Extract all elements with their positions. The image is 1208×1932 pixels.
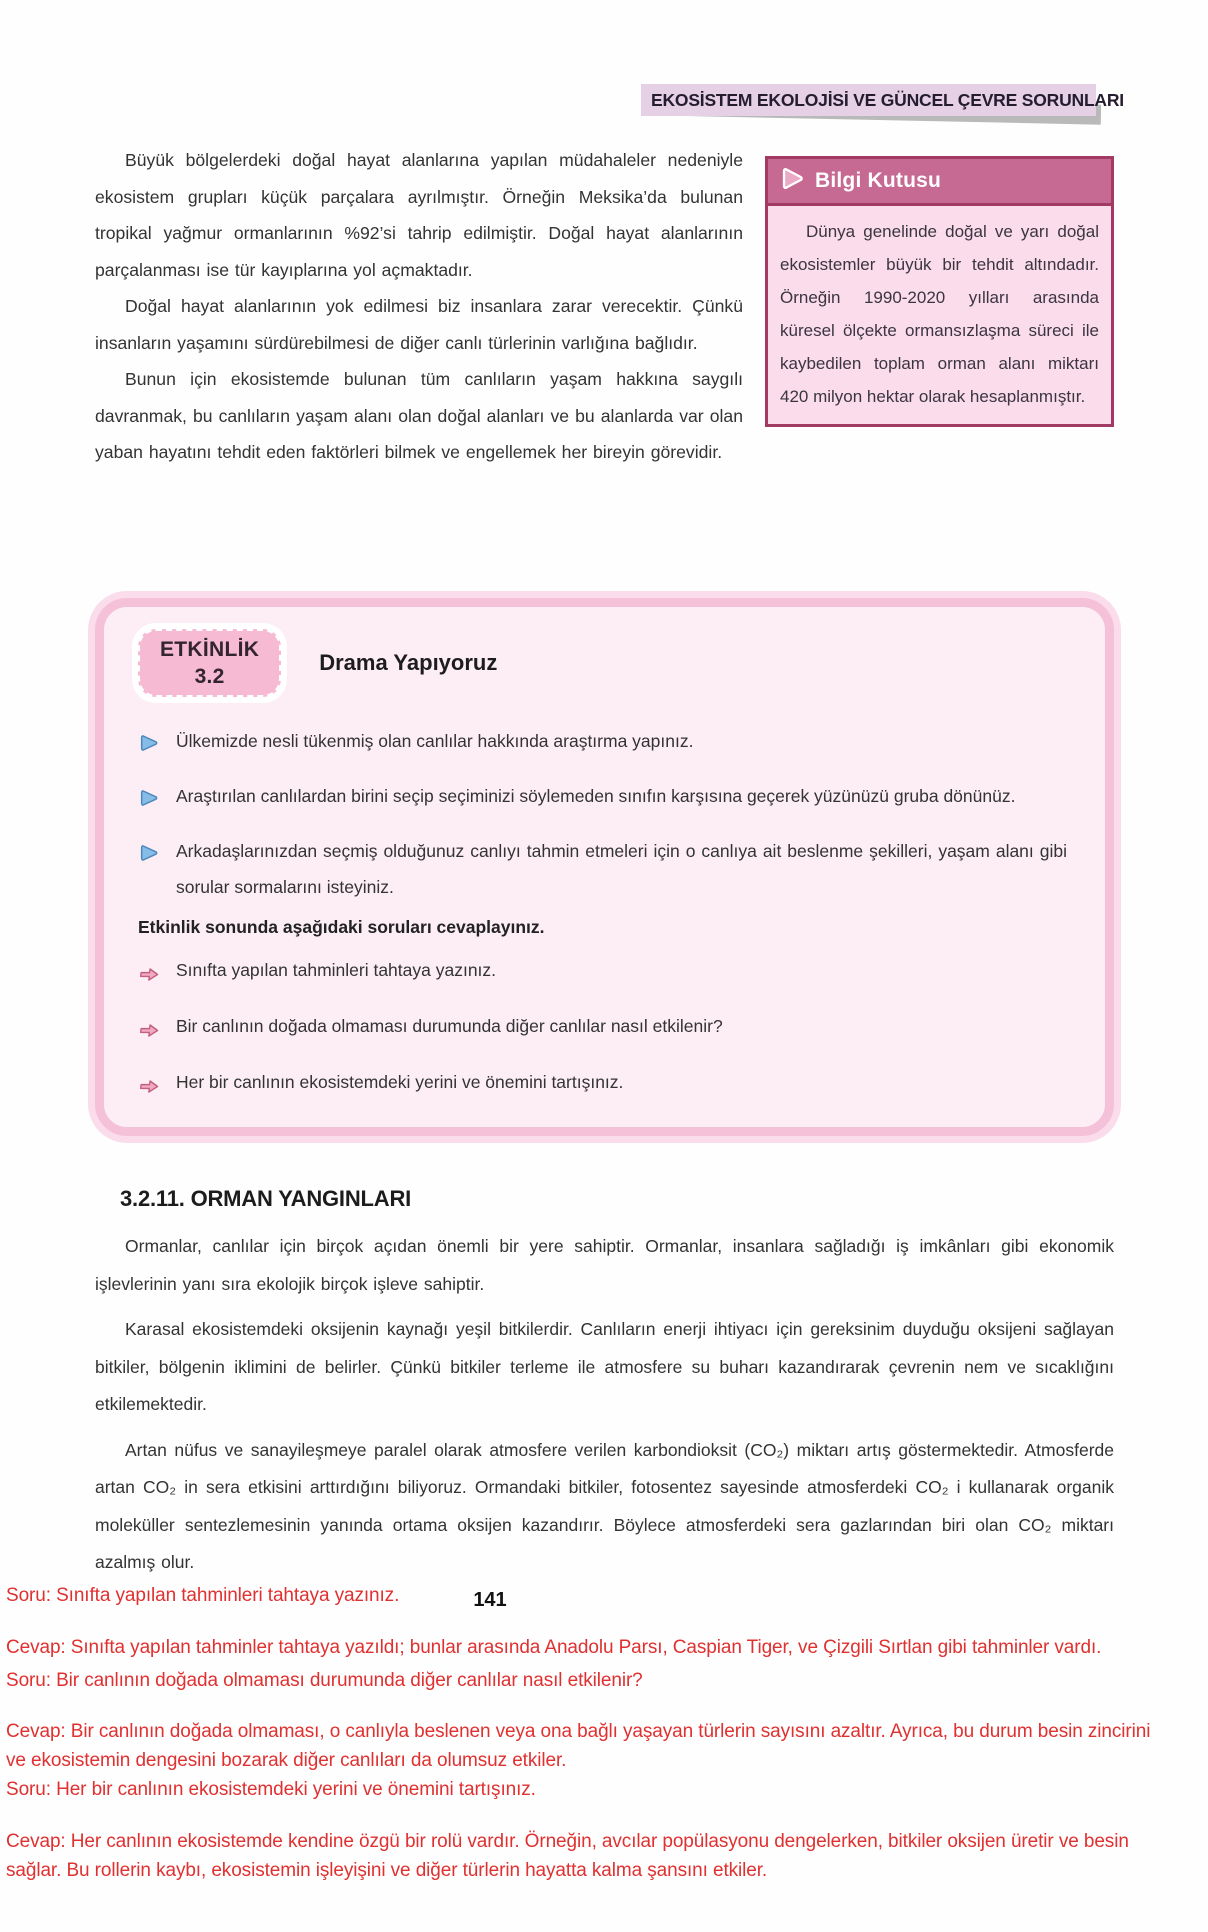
play-icon [780,166,805,196]
intro-paragraph-1: Büyük bölgelerdeki doğal hayat alanlarına yapılan müdahaleler nedeniyle ekosistem grupları küçük parçalara ayrılmıştır. Örneğin Meksika’da bulunan tropikal yağmur ormanlarının %92’si tahrip edilmiştir. Doğal hayat alanlarının parçalanması ise tür kayıplarına yol açmaktadır. [95,150,743,280]
section-paragraph-2: Karasal ekosistemdeki oksijenin kaynağı yeşil bitkilerdir. Canlıların enerji ihtiyacı için gereksinim duyduğu oksijeni sağlayan bitkiler, bölgenin iklimini de belirler. Çünkü bitkiler terleme ile atmosfere su buharı kazandırarak çevrenin nem ve sıcaklığını etkilemektedir. [95,1319,1114,1414]
arrow-right-icon [138,960,162,996]
info-box-header [765,156,1114,206]
activity-followup-heading: Etkinlik sonunda aşağıdaki soruları cevaplayınız. [138,917,545,937]
activity-box [95,598,1114,1136]
activity-question-text: Sınıfta yapılan tahminleri tahtaya yazınız. [176,960,497,980]
activity-step-text: Ülkemizde nesli tükenmiş olan canlılar hakkında araştırma yapınız. [176,731,694,751]
activity-step-text: Arkadaşlarınızdan seçmiş olduğunuz canlıyı tahmin etmeleri için o canlıya ait beslenme şekilleri, yaşam alanı gibi sorular sormalarını isteyiniz. [176,841,1067,897]
activity-question [138,952,1067,996]
forest-fires-section [95,1186,1114,1590]
qa-annotations [6,1581,1156,1885]
annotation-question: Soru: Sınıfta yapılan tahminleri tahtaya yazınız. [6,1585,400,1606]
chapter-title: EKOSİSTEM EKOLOJİSİ VE GÜNCEL ÇEVRE SORUNLARI [641,84,1096,116]
activity-step [138,723,1067,766]
info-box-body [765,206,1114,427]
activity-title: Drama Yapıyoruz [319,650,498,675]
section-paragraph-3: Artan nüfus ve sanayileşmeye paralel olarak atmosfere verilen karbondioksit (CO₂) miktarı artış göstermektedir. Atmosferde artan CO₂ in sera etkisini arttırdığını biliyoruz. Ormandaki bitkiler, fotosentez sayesinde atmosferdeki CO₂ i kullanarak organik moleküller sentezlemesinin yanında ortama oksijen kazandırır. Böylece atmosferdeki sera gazlarından biri olan CO₂ miktarı azalmış olur. [95,1439,1114,1572]
intro-paragraph-2: Doğal hayat alanlarının yok edilmesi biz insanlara zarar verecektir. Çünkü insanların yaşamını sürdürebilmesi de diğer canlı türlerinin varlığına bağlıdır. [95,296,743,353]
play-bullet-icon [138,730,160,766]
page-number: 141 [473,1589,507,1611]
activity-header [104,607,1105,709]
activity-question [138,1008,1067,1052]
info-box-text: Dünya genelinde doğal ve yarı doğal ekosistemler büyük bir tehdit altındadır. Örneğin 1990-2020 yılları arasında küresel ölçekte ormansızlaşma süreci ile kaybedilen toplam orman alanı miktarı 420 milyon hektar olarak hesaplanmıştır. [780,222,1099,406]
play-bullet-icon [138,840,160,876]
activity-question [138,1064,1067,1108]
section-paragraph-1: Ormanlar, canlılar için birçok açıdan önemli bir yere sahiptir. Ormanlar, insanlara sağladığı iş imkânları gibi ekonomik işlevlerinin yanı sıra ekolojik birçok işleve sahiptir. [95,1236,1114,1294]
info-box-title: Bilgi Kutusu [815,169,942,192]
activity-step [138,833,1067,905]
activity-badge [132,623,287,703]
intro-paragraph-3: Bunun için ekosistemde bulunan tüm canlıların yaşam hakkına saygılı davranmak, bu canlıların yaşam alanı olan doğal alanları ve bu alanlarda var olan yaban hayatını tehdit eden faktörleri bilmek ve engellemek her bireyin görevidir. [95,369,743,462]
annotation-question: Soru: Her bir canlının ekosistemdeki yerini ve önemini tartışınız. [6,1779,536,1800]
section-heading: 3.2.11. ORMAN YANGINLARI [120,1186,412,1211]
activity-step-text: Araştırılan canlılardan birini seçip seçiminizi söylemeden sınıfın karşısına geçerek yüzünüzü gruba dönünüz. [176,786,1016,806]
annotation-question: Soru: Bir canlının doğada olmaması durumunda diğer canlılar nasıl etkilenir? [6,1670,643,1691]
activity-question-text: Her bir canlının ekosistemdeki yerini ve önemini tartışınız. [176,1072,624,1092]
activity-body [104,709,1105,1108]
annotation-answer: Cevap: Sınıfta yapılan tahminler tahtaya yazıldı; bunlar arasında Anadolu Parsı, Caspian Tiger, ve Çizgili Sırtlan gibi tahminler vardı. [6,1637,1102,1658]
activity-question-text: Bir canlının doğada olmaması durumunda diğer canlılar nasıl etkilenir? [176,1016,723,1036]
activity-badge-number: 3.2 [194,665,225,688]
annotation-answer: Cevap: Her canlının ekosistemde kendine özgü bir rolü vardır. Örneğin, avcılar popülasyonu dengelerken, bitkiler oksijen üretir ve besin sağlar. Bu rollerin kaybı, ekosistemin işleyişini ve diğer türlerin hayatta kalma şansını etkiler. [6,1831,1129,1881]
annotation-answer: Cevap: Bir canlının doğada olmaması, o canlıyla beslenen veya ona bağlı yaşayan türlerin sayısını azaltır. Ayrıca, bu durum besin zincirini ve ekosistemin dengesini bozarak diğer canlıları da olumsuz etkiler. [6,1721,1151,1771]
activity-badge-label: ETKİNLİK [160,638,260,661]
activity-badge-inner [138,629,281,697]
arrow-right-icon [138,1016,162,1052]
intro-section [95,142,1114,482]
arrow-right-icon [138,1072,162,1108]
activity-step [138,778,1067,821]
chapter-header [641,84,1124,124]
play-bullet-icon [138,785,160,821]
info-box [765,156,1114,427]
